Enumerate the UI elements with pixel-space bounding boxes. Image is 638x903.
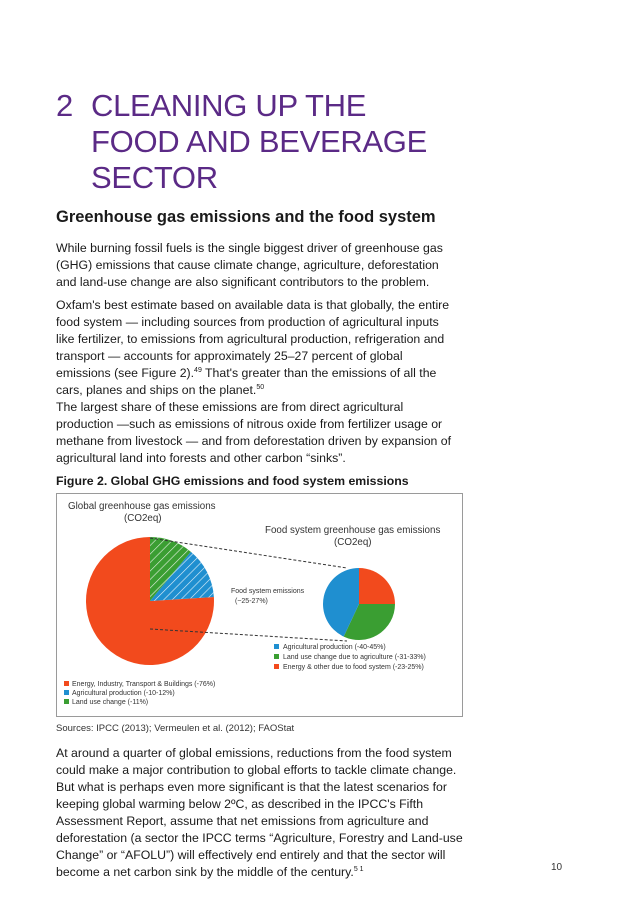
pie-1-title: Global greenhouse gas emissions [68,501,216,512]
legend-1-swatch-land [64,699,69,704]
paragraph-2-line-2: food system — including sources from production of agricultural inputs [56,315,439,329]
legend-1-item-land: Land use change (-11%) [72,699,149,706]
section-title-line-1: CLEANING UP THE [91,88,367,123]
legend-2 [274,644,426,671]
paragraph-2-line-3: like fertilizer, to emissions from agricultural production, refrigeration and [56,332,445,346]
paragraph-4-line-5: Assessment Report, assume that net emissions from agriculture and [56,814,429,828]
figure-sources: Sources: IPCC (2013); Vermeulen et al. (2012); FAOStat [56,723,295,734]
paragraph-2-line-6-text: cars, planes and ships on the planet. [56,383,257,397]
legend-1 [64,681,215,706]
figure-chart-svg [57,494,464,718]
paragraph-2-line-6 [56,382,456,399]
paragraph-2-line-4: transport — accounts for approximately 25–27 percent of global [56,349,403,363]
paragraph-1-line-1: While burning fossil fuels is the single biggest driver of greenhouse gas [56,241,443,255]
legend-2-item-energy: Energy & other due to food system (-23-25%) [283,664,424,671]
legend-1-swatch-energy [64,681,69,686]
figure-2 [56,493,463,717]
paragraph-4-line-7: Change” or “AFOLU”) will effectively end entirely and that the sector will [56,848,446,862]
paragraph-4-line-3: But what is perhaps even more significant is that the latest scenarios for [56,780,447,794]
figure-caption: Figure 2. Global GHG emissions and food system emissions [56,474,409,488]
paragraph-2 [56,297,456,399]
paragraph-4-line-8-text: become a net carbon sink by the middle of the century. [56,865,354,879]
paragraph-4 [56,745,476,881]
food-pie-slice-0 [359,568,395,604]
paragraph-3-line-3: methane from livestock — and from deforestation driven by expansion of [56,434,452,448]
food-system-hatch [150,537,214,601]
legend-1-item-agri: Agricultural production (-10-12%) [72,690,175,697]
paragraph-2-line-5 [56,365,456,382]
food-system-pie [323,568,395,640]
paragraph-4-line-1: At around a quarter of global emissions, reductions from the food system [56,746,452,760]
paragraph-4-line-8 [56,864,476,881]
paragraph-3-line-1: The largest share of these emissions are from direct agricultural [56,400,404,414]
legend-2-item-agri: Agricultural production (-40-45%) [283,644,386,651]
paragraph-3-line-2: production —such as emissions of nitrous oxide from fertilizer usage or [56,417,443,431]
paragraph-3 [56,399,456,467]
legend-2-swatch-land [274,654,279,659]
section-title-line-3: SECTOR [91,160,218,195]
legend-2-item-land: Land use change due to agriculture (-31-33%) [283,654,426,661]
paragraph-4-line-4: keeping global warming below 2ºC, as described in the IPCC's Fifth [56,797,424,811]
paragraph-1 [56,240,456,291]
paragraph-1-line-3: and land-use change are also significant contributors to the problem. [56,275,430,289]
footnote-ref-50[interactable]: 50 [256,384,265,391]
legend-2-swatch-agri [274,644,279,649]
paragraph-2-line-5-text: emissions (see Figure 2). [56,366,195,380]
legend-1-item-energy: Energy, Industry, Transport & Buildings (-76%) [72,681,216,688]
paragraph-4-line-2: could make a major contribution to global efforts to tackle climate change. [56,763,457,777]
paragraph-3-line-4: agricultural land into forests and other carbon “sinks”. [56,451,346,465]
footnote-ref-49[interactable]: 49 [194,367,202,374]
footnote-ref-51[interactable]: 5 1 [353,866,364,873]
page-number: 10 [551,862,563,873]
annotation-line-1: Food system emissions [231,588,305,595]
pie-2-title: Food system greenhouse gas emissions [265,525,441,536]
section-number: 2 [56,88,73,123]
paragraph-2-line-1: Oxfam's best estimate based on available data is that globally, the entire [56,298,450,312]
pie-2-subtitle: (CO2eq) [334,537,372,548]
pie-1-subtitle: (CO2eq) [124,513,162,524]
paragraph-4-line-6: deforestation (a sector the IPCC terms “Agriculture, Forestry and Land-use [56,831,463,845]
paragraph-1-line-2: (GHG) emissions that cause climate change, agriculture, deforestation [56,258,439,272]
section-title-line-2: FOOD AND BEVERAGE [91,124,427,159]
annotation-line-2: (~25-27%) [235,598,268,605]
food-system-hatch-overlay [150,537,214,601]
section-title-lines [91,88,427,196]
legend-2-swatch-energy [274,664,279,669]
subheading: Greenhouse gas emissions and the food system [56,208,436,226]
paragraph-2-line-5-tail: That's greater than the emissions of all the [201,366,437,380]
legend-1-swatch-agri [64,690,69,695]
